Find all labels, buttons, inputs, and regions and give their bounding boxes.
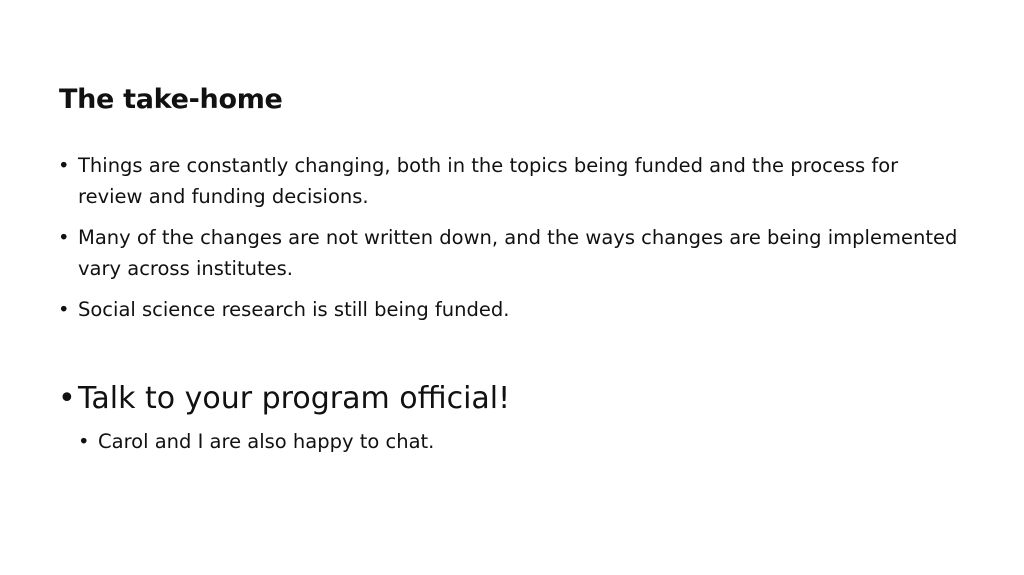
sub-bullet-text: Carol and I are also happy to chat. [98, 430, 435, 453]
emphasis-bullet [58, 378, 978, 420]
bullet-item [58, 150, 958, 212]
sub-bullet [78, 426, 898, 457]
slide-title: The take-home [59, 84, 283, 115]
bullet-text: Social science research is still being funded. [78, 298, 510, 321]
bullet-dot-icon: • [78, 430, 90, 453]
bullet-dot-icon: • [58, 381, 76, 416]
bullet-list [58, 150, 958, 335]
bullet-item [58, 222, 958, 284]
bullet-text: Things are constantly changing, both in the topics being funded and the process for review and funding decisions. [78, 154, 899, 208]
bullet-text: Many of the changes are not written down, and the ways changes are being implemented vary across institutes. [78, 226, 958, 280]
bullet-dot-icon: • [58, 154, 70, 177]
bullet-item [58, 294, 958, 325]
emphasis-bullet-text: Talk to your program official! [78, 381, 511, 416]
bullet-dot-icon: • [58, 226, 70, 249]
bullet-dot-icon: • [58, 298, 70, 321]
